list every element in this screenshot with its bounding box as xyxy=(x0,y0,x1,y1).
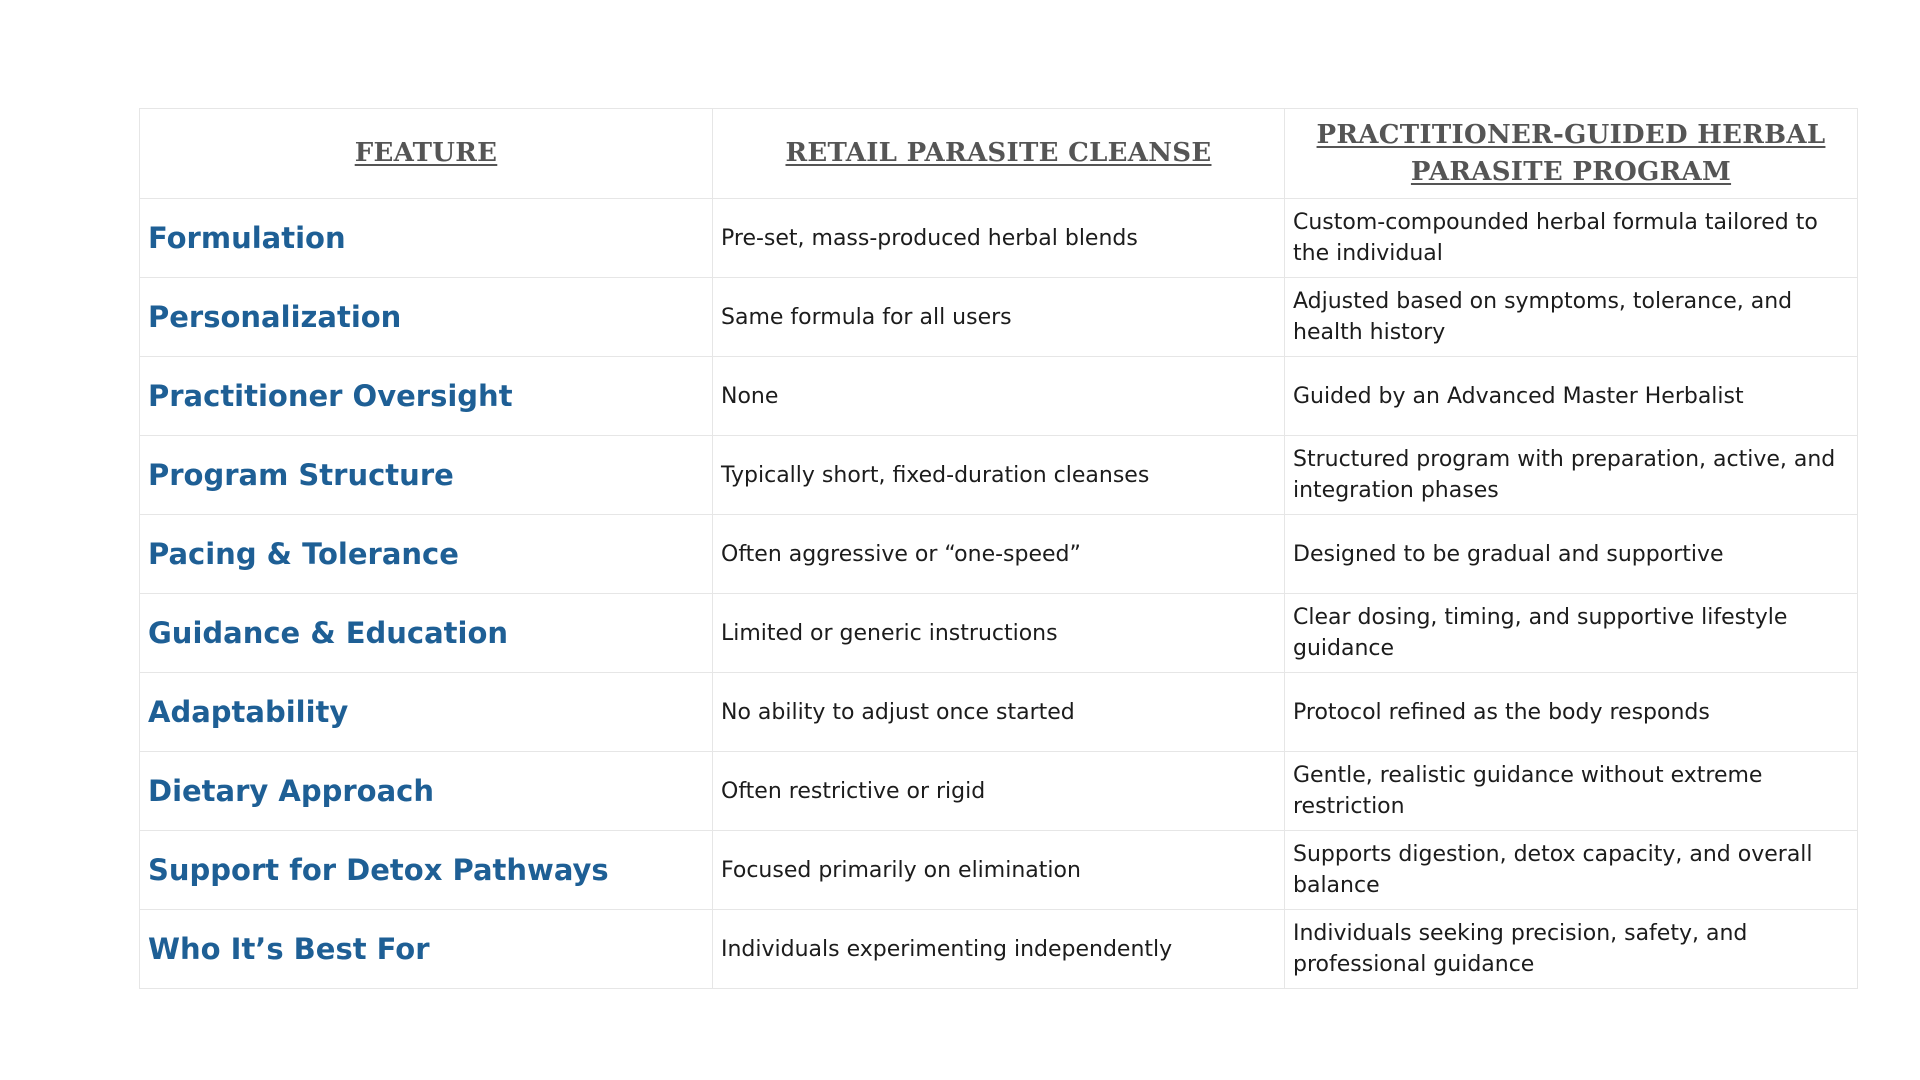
retail-cell: Typically short, fixed-duration cleanses xyxy=(713,436,1285,515)
table-row xyxy=(140,673,1858,752)
feature-name: Formulation xyxy=(140,199,713,278)
feature-name: Program Structure xyxy=(140,436,713,515)
retail-cell: Individuals experimenting independently xyxy=(713,910,1285,989)
feature-name: Dietary Approach xyxy=(140,752,713,831)
feature-name: Pacing & Tolerance xyxy=(140,515,713,594)
header-feature: FEATURE xyxy=(140,109,713,199)
table-row xyxy=(140,831,1858,910)
table-row xyxy=(140,357,1858,436)
feature-name: Practitioner Oversight xyxy=(140,357,713,436)
table-header-row xyxy=(140,109,1858,199)
feature-name: Adaptability xyxy=(140,673,713,752)
table-row xyxy=(140,515,1858,594)
retail-cell: None xyxy=(713,357,1285,436)
header-retail-cleanse: RETAIL PARASITE CLEANSE xyxy=(713,109,1285,199)
feature-name: Personalization xyxy=(140,278,713,357)
practitioner-cell: Clear dosing, timing, and supportive lifestyle guidance xyxy=(1285,594,1858,673)
retail-cell: No ability to adjust once started xyxy=(713,673,1285,752)
comparison-table-container xyxy=(139,108,1857,989)
table-row xyxy=(140,436,1858,515)
table-row xyxy=(140,752,1858,831)
practitioner-cell: Individuals seeking precision, safety, and professional guidance xyxy=(1285,910,1858,989)
retail-cell: Limited or generic instructions xyxy=(713,594,1285,673)
practitioner-cell: Supports digestion, detox capacity, and overall balance xyxy=(1285,831,1858,910)
practitioner-cell: Adjusted based on symptoms, tolerance, and health history xyxy=(1285,278,1858,357)
feature-name: Guidance & Education xyxy=(140,594,713,673)
practitioner-cell: Protocol refined as the body responds xyxy=(1285,673,1858,752)
header-practitioner-program: PRACTITIONER-GUIDED HERBAL PARASITE PROGRAM xyxy=(1285,109,1858,199)
table-row xyxy=(140,910,1858,989)
feature-name: Support for Detox Pathways xyxy=(140,831,713,910)
practitioner-cell: Guided by an Advanced Master Herbalist xyxy=(1285,357,1858,436)
retail-cell: Same formula for all users xyxy=(713,278,1285,357)
practitioner-cell: Designed to be gradual and supportive xyxy=(1285,515,1858,594)
table-row xyxy=(140,278,1858,357)
comparison-table xyxy=(139,108,1858,989)
retail-cell: Focused primarily on elimination xyxy=(713,831,1285,910)
retail-cell: Often aggressive or “one-speed” xyxy=(713,515,1285,594)
feature-name: Who It’s Best For xyxy=(140,910,713,989)
practitioner-cell: Structured program with preparation, active, and integration phases xyxy=(1285,436,1858,515)
practitioner-cell: Custom-compounded herbal formula tailored to the individual xyxy=(1285,199,1858,278)
retail-cell: Often restrictive or rigid xyxy=(713,752,1285,831)
practitioner-cell: Gentle, realistic guidance without extreme restriction xyxy=(1285,752,1858,831)
retail-cell: Pre-set, mass-produced herbal blends xyxy=(713,199,1285,278)
table-row xyxy=(140,199,1858,278)
table-row xyxy=(140,594,1858,673)
